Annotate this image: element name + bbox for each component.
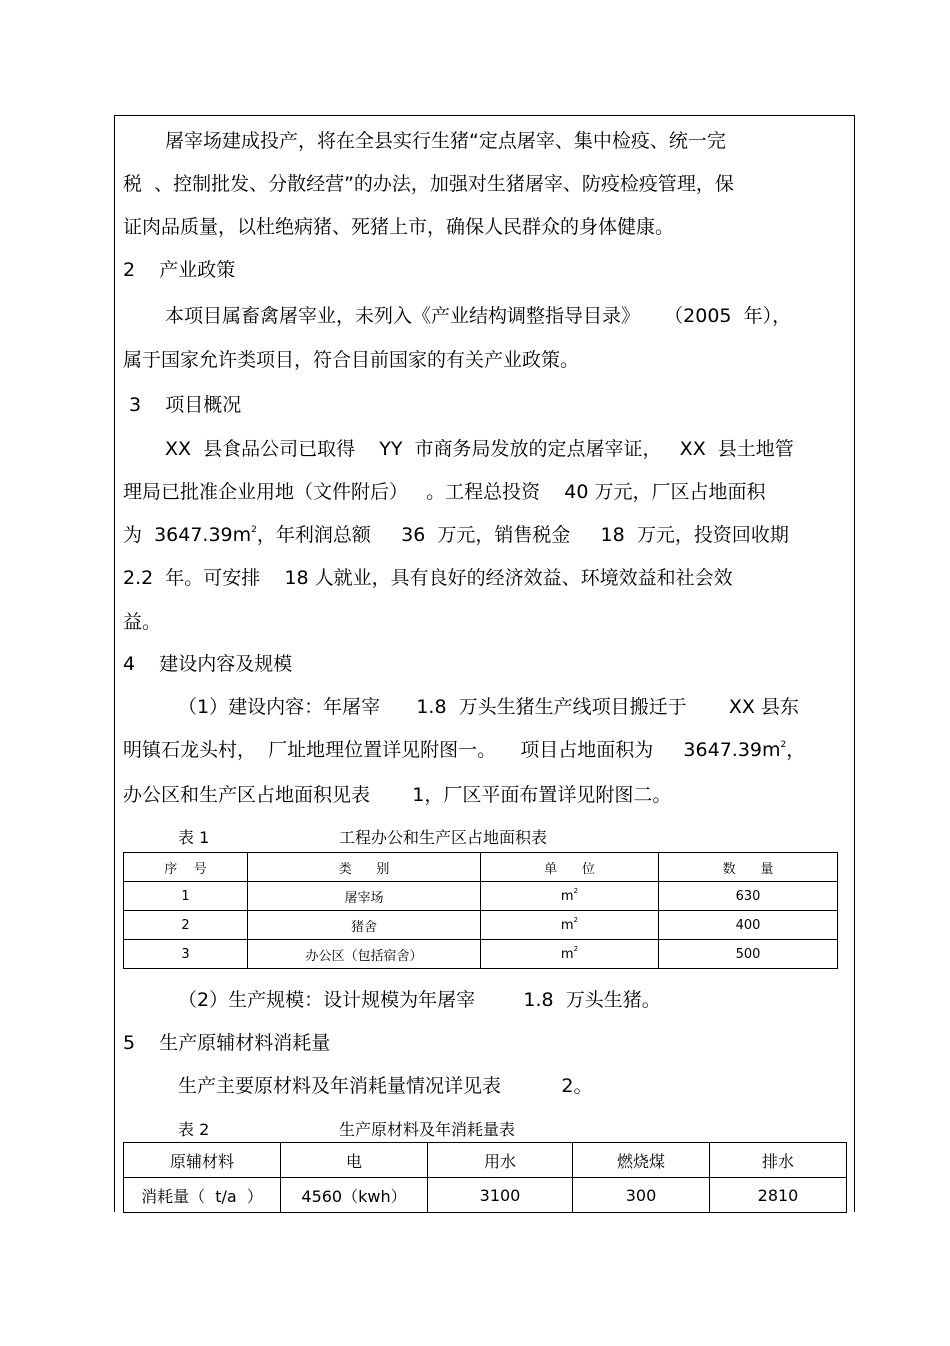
header-cell: 电	[281, 1143, 428, 1178]
cell-qty: 500	[659, 940, 838, 969]
value-cell: 300	[573, 1178, 710, 1213]
para3-line4: 2.2 年。可安排 18 人就业，具有良好的经济效益、环境效益和社会效	[123, 567, 733, 589]
table-header-row	[124, 853, 838, 882]
cell-no: 3	[124, 940, 248, 969]
cell-qty: 630	[659, 882, 838, 911]
cell-category: 屠宰场	[248, 882, 481, 911]
para3-line2: 理局已批准企业用地（文件附后） 。工程总投资 40 万元，厂区占地面积	[123, 481, 766, 503]
table1-caption-no: 表 1	[178, 828, 210, 847]
cell-category: 猪舍	[248, 911, 481, 940]
value-cell: 3100	[428, 1178, 573, 1213]
header-cell: 用水	[428, 1143, 573, 1178]
header-cell: 单 位	[481, 853, 659, 882]
heading-construction-scale: 4 建设内容及规模	[123, 653, 293, 675]
table-materials	[123, 1142, 847, 1213]
header-cell: 类 别	[248, 853, 481, 882]
cell-unit: $m^2$	[481, 940, 659, 969]
table2-caption-no: 表 2	[178, 1120, 210, 1139]
table-row	[124, 940, 838, 969]
table-row	[124, 911, 838, 940]
header-cell: 数 量	[659, 853, 838, 882]
header-cell: 排水	[710, 1143, 847, 1178]
table-row	[124, 882, 838, 911]
table2-caption-title: 生产原材料及年消耗量表	[339, 1120, 516, 1139]
cell-unit: $m^2$	[481, 882, 659, 911]
cell-unit: $m^2$	[481, 911, 659, 940]
header-cell: 原辅材料	[124, 1143, 281, 1178]
para2-line1: 本项目属畜禽屠宰业，未列入《产业结构调整指导目录》 （2005 年），	[165, 305, 792, 327]
cell-no: 2	[124, 911, 248, 940]
table-header-row	[124, 1143, 847, 1178]
para5-production-scale: （2）生产规模：设计规模为年屠宰 1.8 万头生猪。	[178, 989, 661, 1011]
cell-category: 办公区（包括宿舍）	[248, 940, 481, 969]
cell-qty: 400	[659, 911, 838, 940]
table1-caption-title: 工程办公和生产区占地面积表	[339, 828, 548, 847]
table-office-area	[123, 852, 838, 969]
para4-line2: 明镇石龙头村， 厂址地理位置详见附图一。 项目占地面积为 $3647.39m^2$，	[123, 739, 806, 761]
cell-no: 1	[124, 882, 248, 911]
header-cell: 燃烧煤	[573, 1143, 710, 1178]
para4-line3: 办公区和生产区占地面积见表 1，厂区平面布置详见附图二。	[123, 784, 672, 806]
table-row	[124, 1178, 847, 1213]
para3-line5: 益。	[123, 611, 162, 633]
para1-line2: 税 、控制批发、分散经营”的办法，加强对生猪屠宰、防疫检疫管理，保	[123, 173, 734, 195]
heading-project-overview: 3 项目概况	[123, 394, 242, 416]
para1-line1: 屠宰场建成投产，将在全县实行生猪“定点屠宰、集中检疫、统一完	[165, 130, 726, 152]
para3-line3: 为 $3647.39m^2$，年利润总额 36 万元，销售税金 18 万元，投资回收期	[123, 524, 789, 546]
value-cell: 2810	[710, 1178, 847, 1213]
para4-line1: （1）建设内容：年屠宰 1.8 万头生猪生产线项目搬迁于 XX 县东	[178, 696, 799, 718]
para1-line3: 证肉品质量，以杜绝病猪、死猪上市，确保人民群众的身体健康。	[123, 216, 675, 238]
para6-materials: 生产主要原材料及年消耗量情况详见表 2。	[178, 1075, 593, 1097]
header-cell: 序 号	[124, 853, 248, 882]
row-label-cell: 消耗量（ t/a ）	[124, 1178, 281, 1213]
heading-industry-policy: 2 产业政策	[123, 259, 236, 281]
value-cell: 4560（kwh）	[281, 1178, 428, 1213]
para3-line1: XX 县食品公司已取得 YY 市商务局发放的定点屠宰证， XX 县土地管	[165, 438, 794, 460]
heading-materials: 5 生产原辅材料消耗量	[123, 1032, 331, 1054]
para2-line2: 属于国家允许类项目，符合目前国家的有关产业政策。	[123, 349, 580, 371]
